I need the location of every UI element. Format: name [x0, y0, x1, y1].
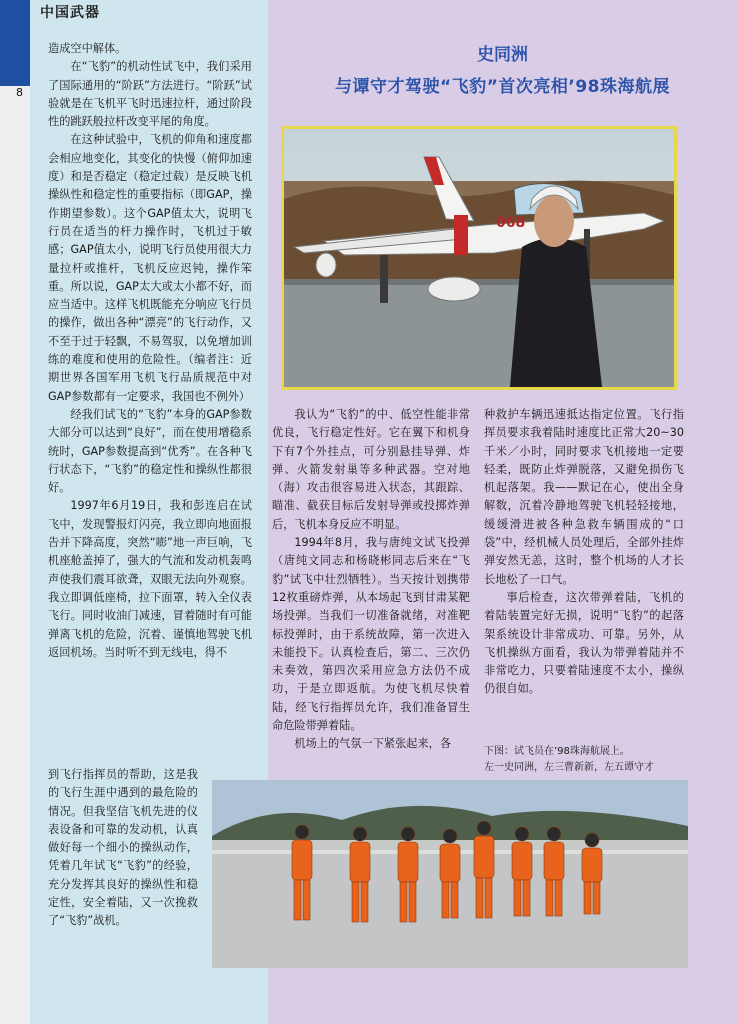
left-column-bottom-text [48, 766, 198, 931]
jet-and-pilot-photo [281, 126, 677, 390]
page-number: 8 [16, 86, 23, 99]
pilots-photo-illustration [212, 780, 688, 968]
paragraph: 种救护车辆迅速抵达指定位置。飞行指挥员要求我着陆时速度比正常大20~30千米／小时，同时要求飞机接地一定要轻柔，既防止炸弹脱落，又避免损伤飞机起落架。我——默记在心，使出全身解数，沉着冷静地驾驶飞机轻轻接地，缓缓滑进被各种急救车辆围成的“口袋”中，经机械人员处理后，全部外挂炸弹安然无恙，这时，整个机场的人才长长地松了一口气。 [484, 408, 684, 586]
paragraph: 经我们试飞的“飞豹”本身的GAP参数大部分可以达到“良好”，而在使用增稳系统时，GAP参数提高到“优秀”。在各种飞行状态下，“飞豹”的稳定性和操纵性都很好。 [48, 407, 252, 495]
magazine-name: 中国武器 [40, 5, 100, 21]
right-column-text [484, 406, 684, 699]
paragraph: 事后检查，这次带弹着陆，飞机的着陆装置完好无损，说明“飞豹”的起落架系统设计非常成功、可靠。另外，从飞机操纵方面看，我认为带弹着陆并不非常吃力，只要着陆速度不太小，操纵仍很自如。 [484, 590, 684, 696]
article-author: 史同洲 [477, 45, 528, 65]
paragraph: 在这种试验中，飞机的仰角和速度都会相应地变化，其变化的快慢（俯仰加速度）和是否稳定（稳定过载）是反映飞机操纵性和稳定性的重要指标（即GAP，操作期望参数）。这个GAP值太大，说明飞行员在适当的杆力操作时，飞机过于敏感；GAP值太小，说明飞行员使用很大力量拉杆或推杆，飞机反应迟钝，操作笨重。所以说，GAP太大或太小都不好，而应当适中。这样飞机既能充分响应飞行员的操作，做出各种“漂亮”的飞行动作，又不至于过于轻飘，不易驾驭，以免增加训练的难度和使用的危险性。（编者注：近期世界各国军用飞机飞行品质规范中对GAP参数都有一定要求，我国也不例外） [48, 133, 252, 403]
section-tab [0, 0, 30, 86]
left-column-text [48, 40, 252, 662]
pilots-group-photo [212, 780, 688, 968]
caption-line-2: 左一史同洲，左三曹新新，左五谭守才 [484, 762, 654, 773]
paragraph: 机场上的气氛一下紧张起来，各 [294, 737, 452, 751]
jet-photo-illustration [284, 129, 674, 387]
paragraph: 到飞行指挥员的帮助，这是我的飞行生涯中遇到的最危险的情况。但我坚信飞机先进的仪表设备和可靠的发动机，认真做好每一个细小的操纵动作，凭着几年试飞“飞豹”的经验，充分发挥其良好的操纵性和稳定性，安全着陆，又一次挽救了“飞豹”战机。 [48, 768, 198, 928]
paragraph: 1994年8月，我与唐纯文试飞投弹（唐纯文同志和杨晓彬同志后来在“飞豹”试飞中壮烈牺牲）。当天按计划携带12枚重磅炸弹，从本场起飞到甘肃某靶场投弹。当我们一切准备就绪，对准靶标投弹时，由于系统故障，第一次进入未能投下。认真检查后，第二、三次仍未奏效，第四次采用应急方法仍不成功，于是立即返航。为使飞机尽快着陆，经飞行指挥员允许，我们准备冒生命危险带弹着陆。 [272, 536, 470, 733]
middle-column-text [272, 406, 470, 754]
article-headline: 与谭守才驾驶“飞豹”首次亮相’98珠海航展 [335, 77, 670, 97]
paragraph: 造成空中解体。 [48, 42, 127, 55]
paragraph: 我认为“飞豹”的中、低空性能非常优良，飞行稳定性好。它在翼下和机身下有7个外挂点，可分别悬挂导弹、炸弹、火箭发射巢等多种武器。空对地（海）攻击很容易进入状态，其跟踪、瞄准、截获目标后发射导弹或投掷炸弹后，飞机本身反应不明显。 [272, 408, 470, 531]
photo-caption [484, 744, 704, 776]
paragraph: 1997年6月19日，我和彭连启在试飞中，发现警报灯闪亮，我立即向地面报告并下降高度，突然“嘭”地一声巨响，飞机座舱盖掉了，强大的气流和发动机轰鸣声使我们震耳欲聋，双眼无法向外观察。我立即调低座椅，拉下面罩，转入全仪表飞行。同时收油门减速，冒着随时有可能弹离飞机的危险，沉着、谨慎地驾驶飞机返回机场。当时听不到无线电，得不 [48, 499, 252, 659]
paragraph: 在“飞豹”的机动性试飞中，我们采用了国际通用的“阶跃”方法进行。“阶跃”试验就是在飞机平飞时迅速拉杆，通过阶段性的跳跃般拉杆改变平尾的角度。 [48, 60, 252, 129]
caption-line-1: 下图：试飞员在’98珠海航展上。 [484, 746, 630, 757]
aircraft-number: 068 [496, 215, 526, 231]
